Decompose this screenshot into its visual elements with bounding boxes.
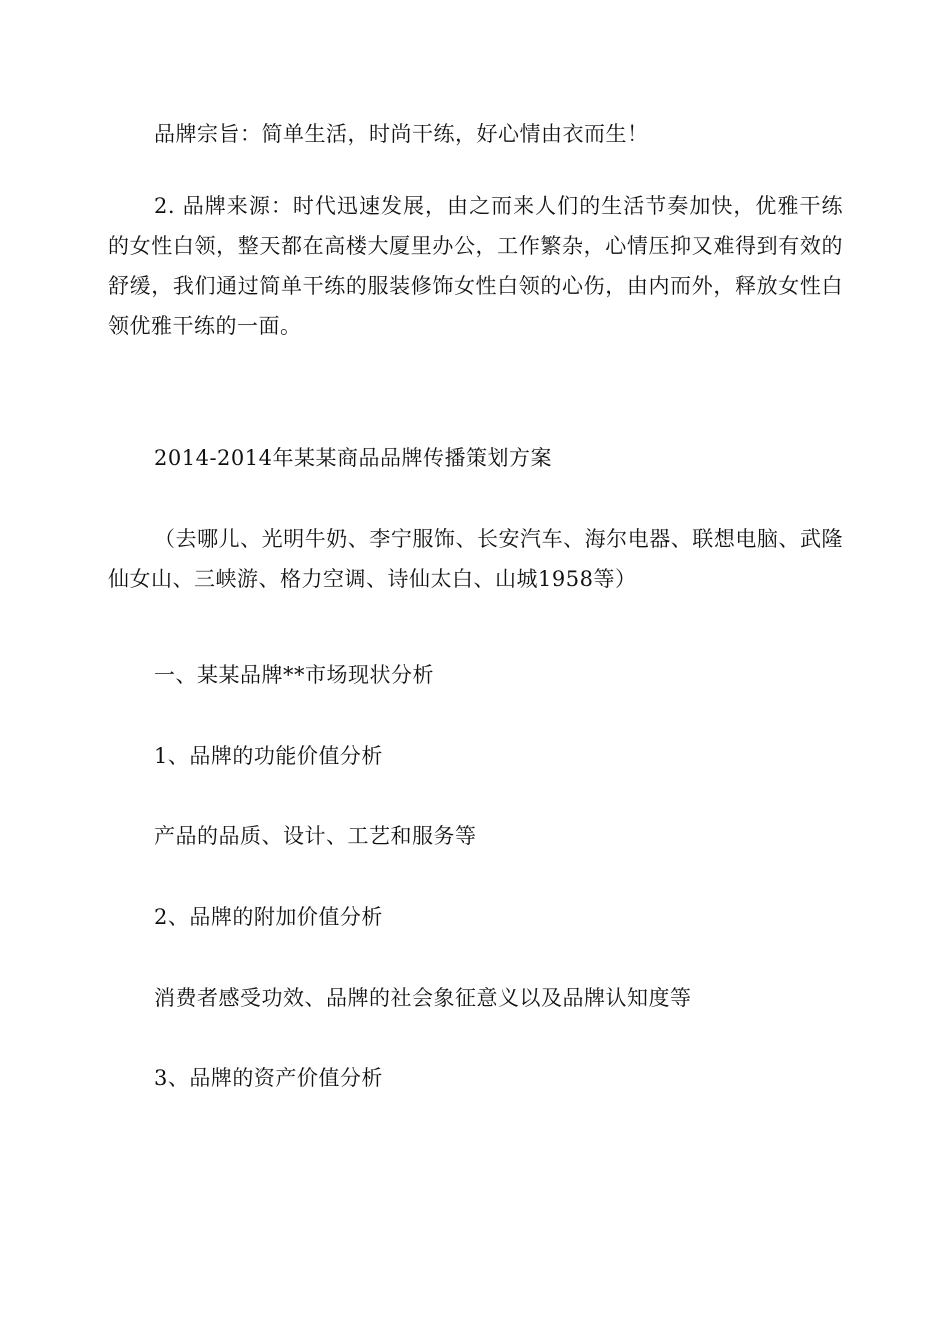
subheading-asset-value: 3、品牌的资产价值分析 [154, 1066, 383, 1090]
brand-purpose-paragraph: 品牌宗旨：简单生活，时尚干练，好心情由衣而生！ [154, 122, 649, 146]
example-brands-paragraph: （去哪儿、光明牛奶、李宁服饰、长安汽车、海尔电器、联想电脑、武隆仙女山、三峡游、格力空调、诗仙太白、山城1958等） [108, 527, 843, 591]
subheading-added-value: 2、品牌的附加价值分析 [154, 905, 383, 929]
brand-origin-paragraph: 2. 品牌来源：时代迅速发展，由之而来人们的生活节奏加快，优雅干练的女性白领，整天都在高楼大厦里办公，工作繁杂，心情压抑又难得到有效的舒缓，我们通过简单干练的服装修饰女性白领的心伤，由内而外，释放女性白领优雅干练的一面。 [108, 194, 843, 338]
functional-value-detail: 产品的品质、设计、工艺和服务等 [154, 824, 477, 848]
section-heading-market-analysis: 一、某某品牌**市场现状分析 [154, 663, 434, 687]
plan-title-paragraph: 2014-2014年某某商品品牌传播策划方案 [154, 446, 552, 470]
added-value-detail: 消费者感受功效、品牌的社会象征意义以及品牌认知度等 [154, 986, 692, 1010]
subheading-functional-value: 1、品牌的功能价值分析 [154, 744, 383, 768]
